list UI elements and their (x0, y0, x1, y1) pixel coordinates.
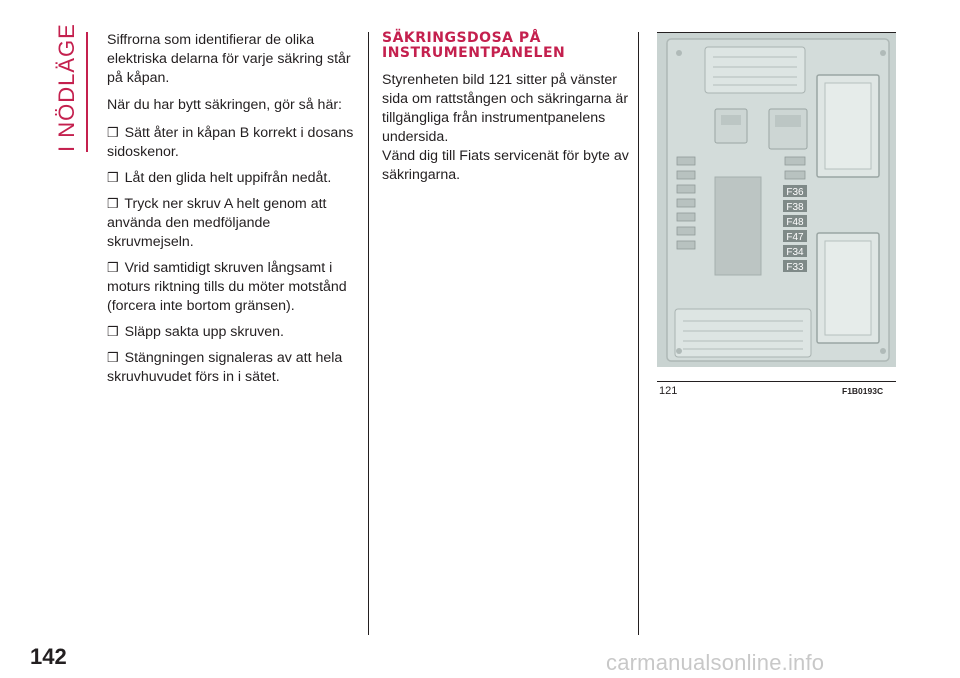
step-item: ❒ Tryck ner skruv A helt genom att använda den medföljande skruvmejseln. (107, 196, 327, 250)
body-paragraph: Vänd dig till Fiats servicenät för byte av säkringarna. (382, 148, 629, 183)
step-item: ❒ Stängningen signaleras av att hela skruvhuvudet förs in i sätet. (107, 350, 343, 385)
step-item: ❒ Vrid samtidigt skruven långsamt i moturs riktning tills du möter motstånd (forcera inte bortom gränsen). (107, 260, 347, 314)
bullet-icon: ❒ (107, 170, 119, 185)
section-tab-label: I NÖDLÄGE (54, 23, 79, 152)
step-item: ❒ Sätt åter in kåpan B korrekt i dosans sidoskenor. (107, 125, 354, 160)
body-paragraph: Styrenheten bild 121 sitter på vänster sida om rattstången och säkringarna är tillgängliga från instrumentpanelens undersida. (382, 72, 629, 145)
bullet-icon: ❒ (107, 260, 119, 275)
column-1 (107, 31, 355, 393)
section-tab (30, 23, 82, 152)
fuse-label: F36 (786, 187, 804, 198)
fuse-label: F34 (786, 247, 804, 258)
section-heading: SÄKRINGSDOSA PÅ INSTRUMENTPANELEN (382, 30, 566, 61)
figure-rule-bottom (657, 381, 896, 382)
fuse-label: F33 (786, 262, 804, 273)
lead-paragraph: När du har bytt säkringen, gör så här: (107, 97, 343, 113)
bullet-icon: ❒ (107, 350, 119, 365)
figure-number: 121 (659, 385, 678, 397)
fuse-label: F47 (786, 232, 804, 243)
column-divider (368, 32, 369, 635)
intro-paragraph: Siffrorna som identifierar de olika elektriska delarna för varje säkring står på kåpan. (107, 32, 351, 86)
page-number: 142 (30, 644, 67, 669)
fuse-label: F38 (786, 202, 804, 213)
fuse-box-figure (657, 33, 896, 367)
step-item: ❒ Släpp sakta upp skruven. (107, 324, 284, 340)
watermark: carmanualsonline.info (606, 650, 825, 675)
bullet-icon: ❒ (107, 324, 119, 339)
column-divider (638, 32, 639, 635)
fuse-label: F48 (786, 217, 804, 228)
step-item: ❒ Låt den glida helt uppifrån nedåt. (107, 170, 332, 186)
bullet-icon: ❒ (107, 196, 119, 211)
figure-code: F1B0193C (842, 386, 884, 396)
fuse-box-illustration (657, 33, 896, 367)
column-2 (382, 31, 632, 185)
section-rule (86, 32, 88, 152)
bullet-icon: ❒ (107, 125, 119, 140)
